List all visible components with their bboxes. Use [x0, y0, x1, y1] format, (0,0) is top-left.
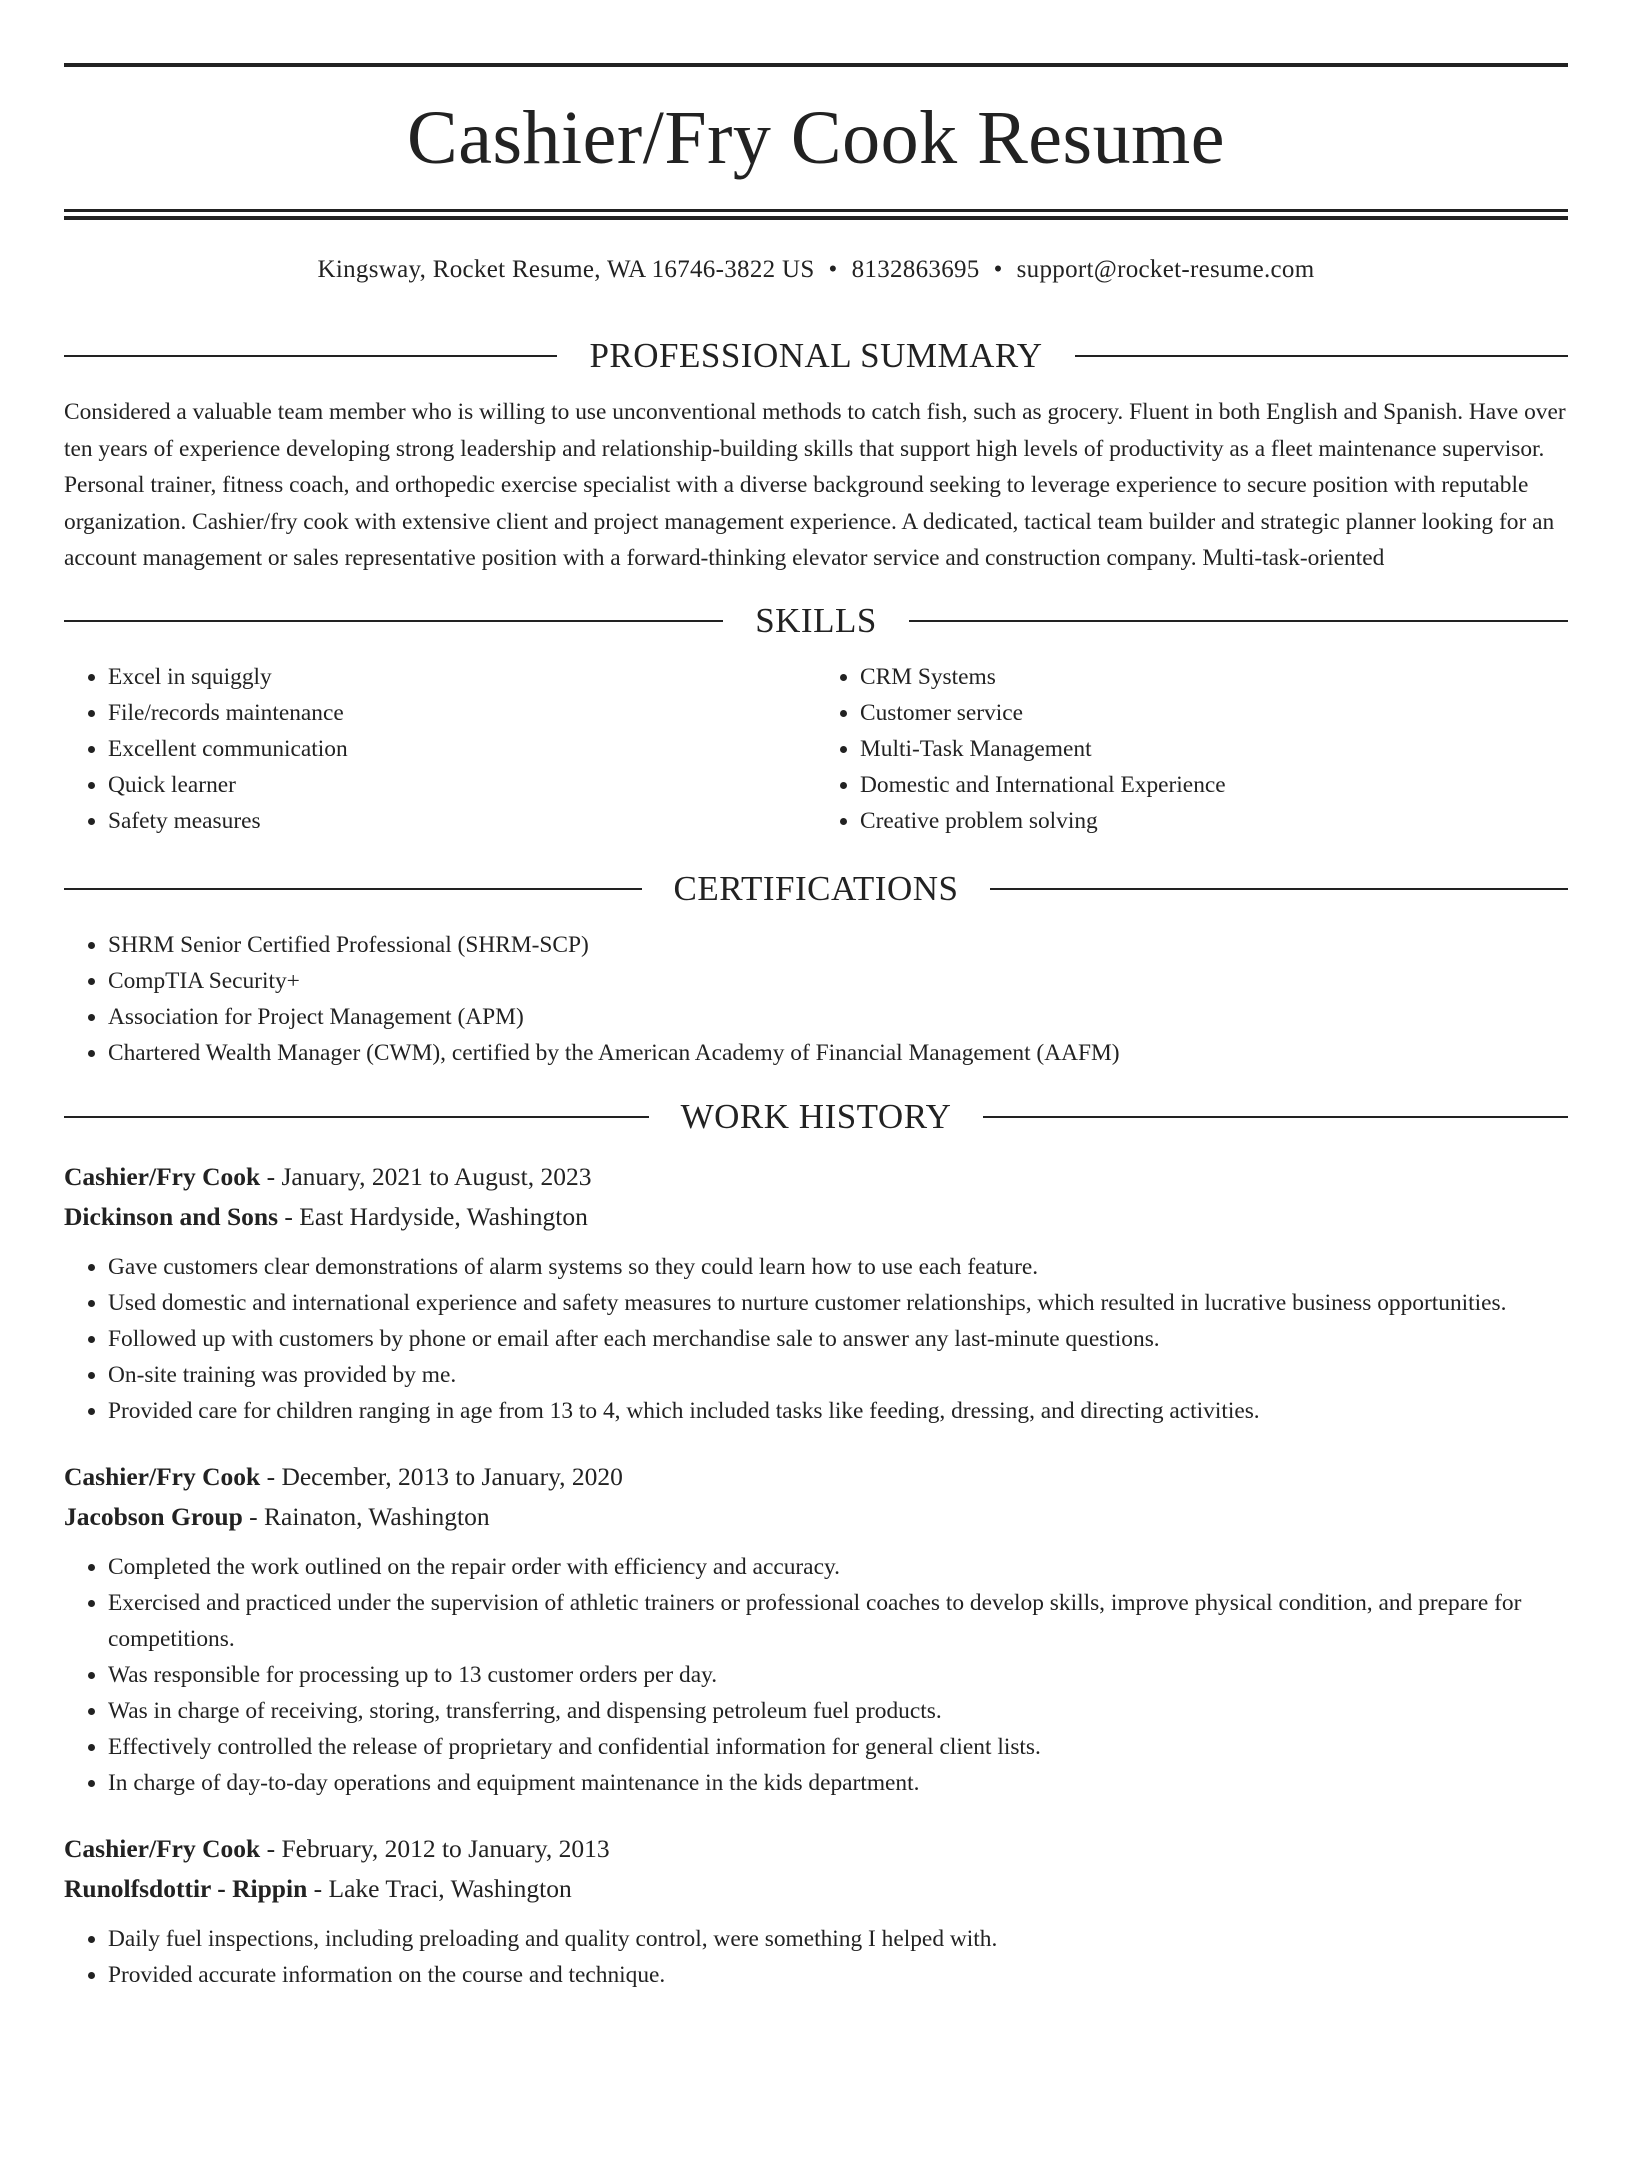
contact-line — [64, 254, 1568, 286]
job-bullets — [64, 1249, 1568, 1429]
section-title-skills: SKILLS — [755, 600, 877, 640]
divider-line — [64, 355, 557, 357]
contact-email: support@rocket-resume.com — [1016, 256, 1315, 283]
job-bullet: • Exercised and practiced under the supervision of athletic trainers or professional coaches to develop skills, improve physical condition, and prepare for competitions. — [108, 1585, 1568, 1657]
job-company-line — [64, 1869, 1568, 1909]
skills-list-left — [64, 659, 816, 839]
job-dates: - December, 2013 to January, 2020 — [260, 1461, 623, 1491]
job-entry — [64, 1829, 1568, 1993]
certification-item: • Association for Project Management (APM) — [108, 999, 1568, 1035]
job-location: - Lake Traci, Washington — [307, 1873, 572, 1903]
divider-line — [64, 888, 642, 890]
job-title: Cashier/Fry Cook — [64, 1161, 261, 1191]
section-header-work-history — [64, 1095, 1568, 1139]
job-entry — [64, 1157, 1568, 1429]
job-bullet: • In charge of day-to-day operations and equipment maintenance in the kids department. — [108, 1765, 1568, 1801]
contact-separator: • — [993, 256, 1003, 283]
section-header-summary — [64, 334, 1568, 378]
top-rule — [64, 63, 1568, 67]
skills-column-right — [816, 659, 1568, 839]
skill-item: • Customer service — [860, 695, 1568, 731]
section-title-summary: PROFESSIONAL SUMMARY — [589, 336, 1043, 375]
skill-item: • Multi-Task Management — [860, 731, 1568, 767]
skill-item: • Safety measures — [108, 803, 816, 839]
job-dates: - January, 2021 to August, 2023 — [260, 1161, 592, 1191]
skill-item: • Excel in squiggly — [108, 659, 816, 695]
job-company: Jacobson Group — [64, 1501, 243, 1531]
skill-item: • File/records maintenance — [108, 695, 816, 731]
job-bullet: • Used domestic and international experience and safety measures to nurture customer relationships, which resulted in lucrative business opportunities. — [108, 1285, 1568, 1321]
divider-line — [64, 1116, 649, 1118]
job-bullet: • Daily fuel inspections, including preloading and quality control, were something I helped with. — [108, 1921, 1568, 1957]
job-company: Dickinson and Sons — [64, 1201, 279, 1231]
certification-item: • SHRM Senior Certified Professional (SHRM-SCP) — [108, 927, 1568, 963]
resume-title: Cashier/Fry Cook Resume — [407, 96, 1225, 180]
certification-item: • Chartered Wealth Manager (CWM), certified by the American Academy of Financial Management (AAFM) — [108, 1035, 1568, 1071]
job-location: - Rainaton, Washington — [242, 1501, 490, 1531]
job-title: Cashier/Fry Cook — [64, 1461, 261, 1491]
skill-item: • Quick learner — [108, 767, 816, 803]
skills-grid — [64, 659, 1568, 839]
job-bullets — [64, 1549, 1568, 1801]
skill-item: • Excellent communication — [108, 731, 816, 767]
summary-text: Considered a valuable team member who is willing to use unconventional methods to catch fish, such as grocery. Fluent in both English and Spanish. Have over ten years of experience developing strong leadership and relationship-building skills that support high levels of productivity as a fleet maintenance supervisor. Personal trainer, fitness coach, and orthopedic exercise specialist with a diverse background seeking to leverage experience to secure position with reputable organization. Cashier/fry cook with extensive client and project management experience. A dedicated, tactical team builder and strategic planner looking for an account management or sales representative position with a forward-thinking elevator service and construction company. Multi-task-oriented — [64, 399, 1566, 571]
section-header-certifications — [64, 867, 1568, 911]
contact-separator: • — [828, 256, 838, 283]
job-title-line — [64, 1457, 1568, 1497]
divider-line — [64, 620, 723, 622]
divider-line — [1075, 355, 1568, 357]
skill-item: • CRM Systems — [860, 659, 1568, 695]
skill-item: • Creative problem solving — [860, 803, 1568, 839]
contact-phone: 8132863695 — [851, 256, 980, 283]
job-dates: - February, 2012 to January, 2013 — [260, 1833, 610, 1863]
job-title-line — [64, 1829, 1568, 1869]
divider-line — [909, 620, 1568, 622]
job-bullet: • Followed up with customers by phone or email after each merchandise sale to answer any last-minute questions. — [108, 1321, 1568, 1357]
job-bullet: • On-site training was provided by me. — [108, 1357, 1568, 1393]
section-title-work-history: WORK HISTORY — [680, 1096, 952, 1136]
job-bullet: • Completed the work outlined on the repair order with efficiency and accuracy. — [108, 1549, 1568, 1585]
divider-line — [990, 888, 1568, 890]
skills-column-left — [64, 659, 816, 839]
work-history-list — [64, 1157, 1568, 1993]
job-bullet: • Provided care for children ranging in age from 13 to 4, which included tasks like feeding, dressing, and directing activities. — [108, 1393, 1568, 1429]
contact-address: Kingsway, Rocket Resume, WA 16746-3822 US — [317, 256, 815, 283]
job-company: Runolfsdottir - Rippin — [64, 1873, 308, 1903]
job-bullet: • Gave customers clear demonstrations of alarm systems so they could learn how to use each feature. — [108, 1249, 1568, 1285]
title-double-rule — [64, 209, 1568, 220]
certifications-list — [64, 927, 1568, 1071]
job-bullet: • Was responsible for processing up to 13 customer orders per day. — [108, 1657, 1568, 1693]
job-bullet: • Effectively controlled the release of proprietary and confidential information for general client lists. — [108, 1729, 1568, 1765]
job-title-line — [64, 1157, 1568, 1197]
divider-line — [983, 1116, 1568, 1118]
section-title-certifications: CERTIFICATIONS — [673, 868, 959, 908]
job-company-line — [64, 1197, 1568, 1237]
skills-list-right — [816, 659, 1568, 839]
job-bullet: • Was in charge of receiving, storing, transferring, and dispensing petroleum fuel products. — [108, 1693, 1568, 1729]
job-entry — [64, 1457, 1568, 1801]
job-location: - East Hardyside, Washington — [278, 1201, 588, 1231]
job-title: Cashier/Fry Cook — [64, 1833, 261, 1863]
resume-page — [0, 63, 1632, 2175]
section-header-skills — [64, 599, 1568, 643]
certification-item: • CompTIA Security+ — [108, 963, 1568, 999]
job-company-line — [64, 1497, 1568, 1537]
job-bullet: • Provided accurate information on the course and technique. — [108, 1957, 1568, 1993]
job-bullets — [64, 1921, 1568, 1993]
skill-item: • Domestic and International Experience — [860, 767, 1568, 803]
